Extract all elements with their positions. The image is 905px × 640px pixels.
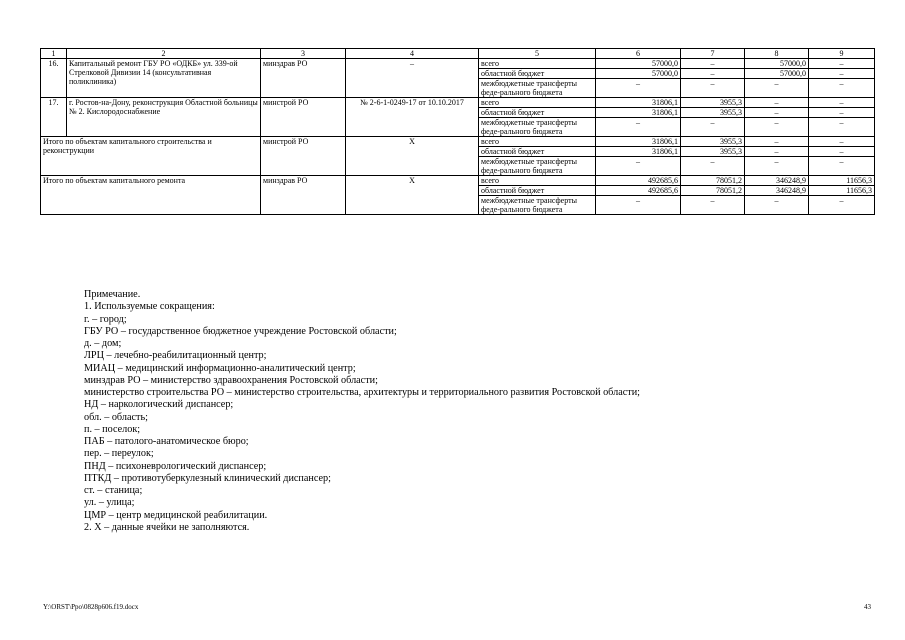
value-col6: 31806,1 [596,98,681,108]
total-row [41,176,875,186]
note-line: НД – наркологический диспансер; [84,399,234,411]
budget-label: межбюджетные трансферты феде-рального бюджета [479,196,596,215]
budget-label: областной бюджет [479,186,596,196]
budget-label: областной бюджет [479,69,596,79]
responsible-agency: минстрой РО [261,137,346,176]
note-line: пер. – переулок; [84,448,154,460]
value-col8: – [745,108,809,118]
value-col9: 11656,3 [809,176,875,186]
column-header: 1 [41,49,67,59]
column-header: 2 [67,49,261,59]
note-line: министерство строительства РО – министерство строительства, архитектуры и территориального развития Ростовской области; [84,387,640,398]
value-col6: 57000,0 [596,69,681,79]
notes-section [84,289,640,534]
budget-table [40,48,875,215]
column-header: 6 [596,49,681,59]
note-line: ПАБ – патолого-анатомическое бюро; [84,436,249,447]
note-line: МИАЦ – медицинский информационно-аналитический центр; [84,362,356,374]
value-col7: – [681,157,745,176]
note-line: 1. Используемые сокращения: [84,301,215,313]
column-number-header-row [41,49,875,59]
page-number: 43 [864,603,871,611]
budget-label: всего [479,98,596,108]
value-col6: – [596,157,681,176]
value-col7: – [681,69,745,79]
row-number: 16. [41,59,67,98]
budget-label: всего [479,176,596,186]
note-line: ПНД – психоневрологический диспансер; [84,460,267,472]
note-line: 2. Х – данные ячейки не заполняются. [84,521,250,533]
note-line: ПТКД – противотуберкулезный клинический диспансер; [84,472,331,484]
value-col6: – [596,196,681,215]
value-col9: – [809,137,875,147]
document-reference: № 2-6-1-0249-17 от 10.10.2017 [346,98,479,137]
column-header: 7 [681,49,745,59]
value-col6: 31806,1 [596,137,681,147]
value-col9: – [809,157,875,176]
value-col7: – [681,118,745,137]
budget-label: межбюджетные трансферты феде-рального бюджета [479,79,596,98]
responsible-agency: минздрав РО [261,176,346,215]
footer-file-path: Y:\ORST\Ppo\0828p606.f19.docx [43,603,139,611]
value-col8: – [745,137,809,147]
note-line: ст. – станица; [84,485,143,496]
value-col7: 78051,2 [681,176,745,186]
note-line: ул. – улица; [84,497,135,509]
value-col7: 3955,3 [681,137,745,147]
note-line: ГБУ РО – государственное бюджетное учреждение Ростовской области; [84,325,397,337]
value-col7: – [681,59,745,69]
value-col9: – [809,196,875,215]
total-label: Итого по объектам капитального строительства и реконструкции [41,137,261,176]
object-name: Капитальный ремонт ГБУ РО «ОДКБ» ул. 339-ой Стрелковой Дивизии 14 (консультативная поликлиника) [67,59,261,98]
value-col6: 31806,1 [596,108,681,118]
value-col7: – [681,79,745,98]
responsible-agency: минстрой РО [261,98,346,137]
total-label: Итого по объектам капитального ремонта [41,176,261,215]
budget-label: областной бюджет [479,108,596,118]
document-reference: Х [346,137,479,176]
value-col8: 346248,9 [745,176,809,186]
note-line: ЛРЦ – лечебно-реабилитационный центр; [84,350,267,362]
value-col9: – [809,59,875,69]
value-col6: 492685,6 [596,176,681,186]
value-col9: – [809,118,875,137]
value-col8: 57000,0 [745,69,809,79]
document-reference: – [346,59,479,98]
responsible-agency: минздрав РО [261,59,346,98]
document-reference: Х [346,176,479,215]
row-number: 17. [41,98,67,137]
value-col7: 3955,3 [681,98,745,108]
value-col8: – [745,79,809,98]
value-col9: – [809,147,875,157]
note-line: д. – дом; [84,338,122,349]
value-col6: 492685,6 [596,186,681,196]
value-col8: – [745,147,809,157]
value-col8: – [745,118,809,137]
value-col7: 78051,2 [681,186,745,196]
note-line: п. – поселок; [84,423,141,435]
note-line: минздрав РО – министерство здравоохранения Ростовской области; [84,374,378,386]
object-name: г. Ростов-на-Дону, реконструкция Областной больницы № 2. Кислородоснабжение [67,98,261,137]
budget-label: всего [479,137,596,147]
budget-label: межбюджетные трансферты феде-рального бюджета [479,157,596,176]
value-col9: – [809,98,875,108]
value-col9: – [809,69,875,79]
value-col8: 346248,9 [745,186,809,196]
value-col6: – [596,118,681,137]
budget-label: всего [479,59,596,69]
value-col8: – [745,98,809,108]
column-header: 5 [479,49,596,59]
value-col6: – [596,79,681,98]
budget-label: областной бюджет [479,147,596,157]
table-row [41,98,875,108]
note-line: Примечание. [84,289,141,300]
value-col6: 57000,0 [596,59,681,69]
value-col8: 57000,0 [745,59,809,69]
note-line: ЦМР – центр медицинской реабилитации. [84,509,268,521]
value-col7: 3955,3 [681,147,745,157]
note-line: г. – город; [84,313,127,325]
column-header: 3 [261,49,346,59]
budget-label: межбюджетные трансферты феде-рального бюджета [479,118,596,137]
total-row [41,137,875,147]
table-row [41,59,875,69]
value-col7: – [681,196,745,215]
value-col9: – [809,108,875,118]
value-col9: 11656,3 [809,186,875,196]
column-header: 8 [745,49,809,59]
value-col8: – [745,157,809,176]
value-col7: 3955,3 [681,108,745,118]
value-col8: – [745,196,809,215]
value-col9: – [809,79,875,98]
column-header: 9 [809,49,875,59]
column-header: 4 [346,49,479,59]
value-col6: 31806,1 [596,147,681,157]
note-line: обл. – область; [84,411,148,423]
